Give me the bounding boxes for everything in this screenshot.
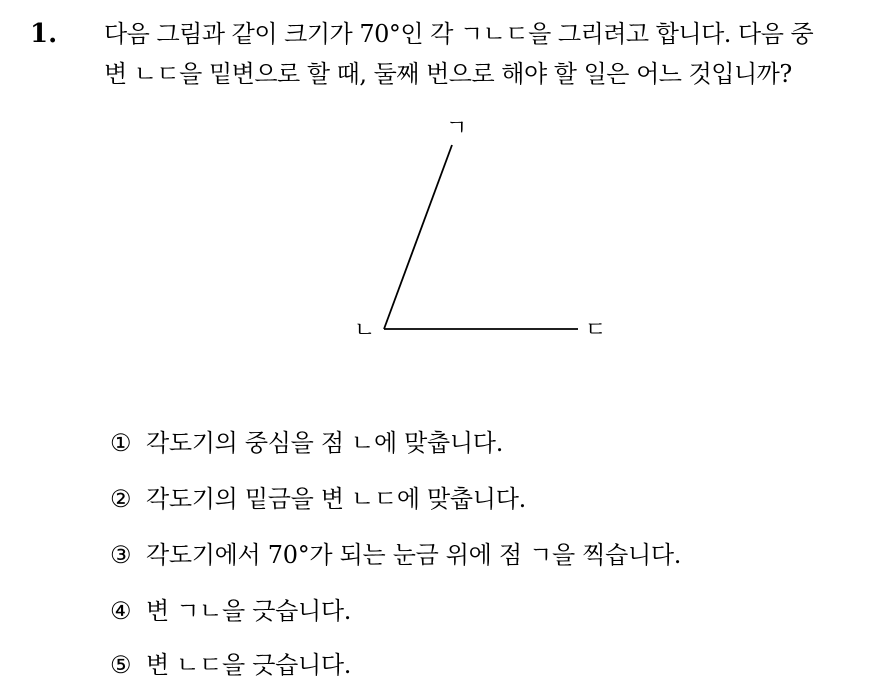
question-line-2: 변 ㄴㄷ을 밑변으로 할 때, 둘째 번으로 해야 할 일은 어느 것입니까?	[104, 60, 792, 88]
choice-4[interactable]	[110, 593, 351, 629]
choice-3-marker: ③	[110, 541, 132, 569]
choice-5-marker: ⑤	[110, 651, 132, 679]
angle-figure	[340, 105, 620, 365]
question-line-1: 다음 그림과 같이 크기가 70°인 각 ㄱㄴㄷ을 그리려고 합니다. 다음 중	[104, 20, 814, 48]
choice-4-text: 변 ㄱㄴ을 긋습니다.	[146, 597, 352, 625]
question-number: 1.	[30, 19, 58, 49]
label-angle-vertex: ㄴ	[354, 318, 376, 343]
angle-diagram	[340, 105, 620, 365]
choice-1-text: 각도기의 중심을 점 ㄴ에 맞춥니다.	[146, 429, 504, 457]
label-end-vertex: ㄷ	[585, 318, 607, 343]
question-text	[104, 14, 874, 94]
choice-2-marker: ②	[110, 485, 132, 513]
label-top-vertex: ㄱ	[446, 116, 468, 141]
choice-1[interactable]	[110, 425, 503, 461]
choice-5-text: 변 ㄴㄷ을 긋습니다.	[146, 651, 352, 679]
ray-vertex-to-top	[384, 145, 452, 329]
choice-2[interactable]	[110, 481, 526, 517]
choice-1-marker: ①	[110, 429, 132, 457]
choice-4-marker: ④	[110, 597, 132, 625]
choice-2-text: 각도기의 밑금을 변 ㄴㄷ에 맞춥니다.	[146, 485, 526, 513]
choice-3-text: 각도기에서 70°가 되는 눈금 위에 점 ㄱ을 찍습니다.	[146, 541, 682, 569]
choice-5[interactable]	[110, 647, 351, 683]
choice-3[interactable]	[110, 537, 681, 573]
